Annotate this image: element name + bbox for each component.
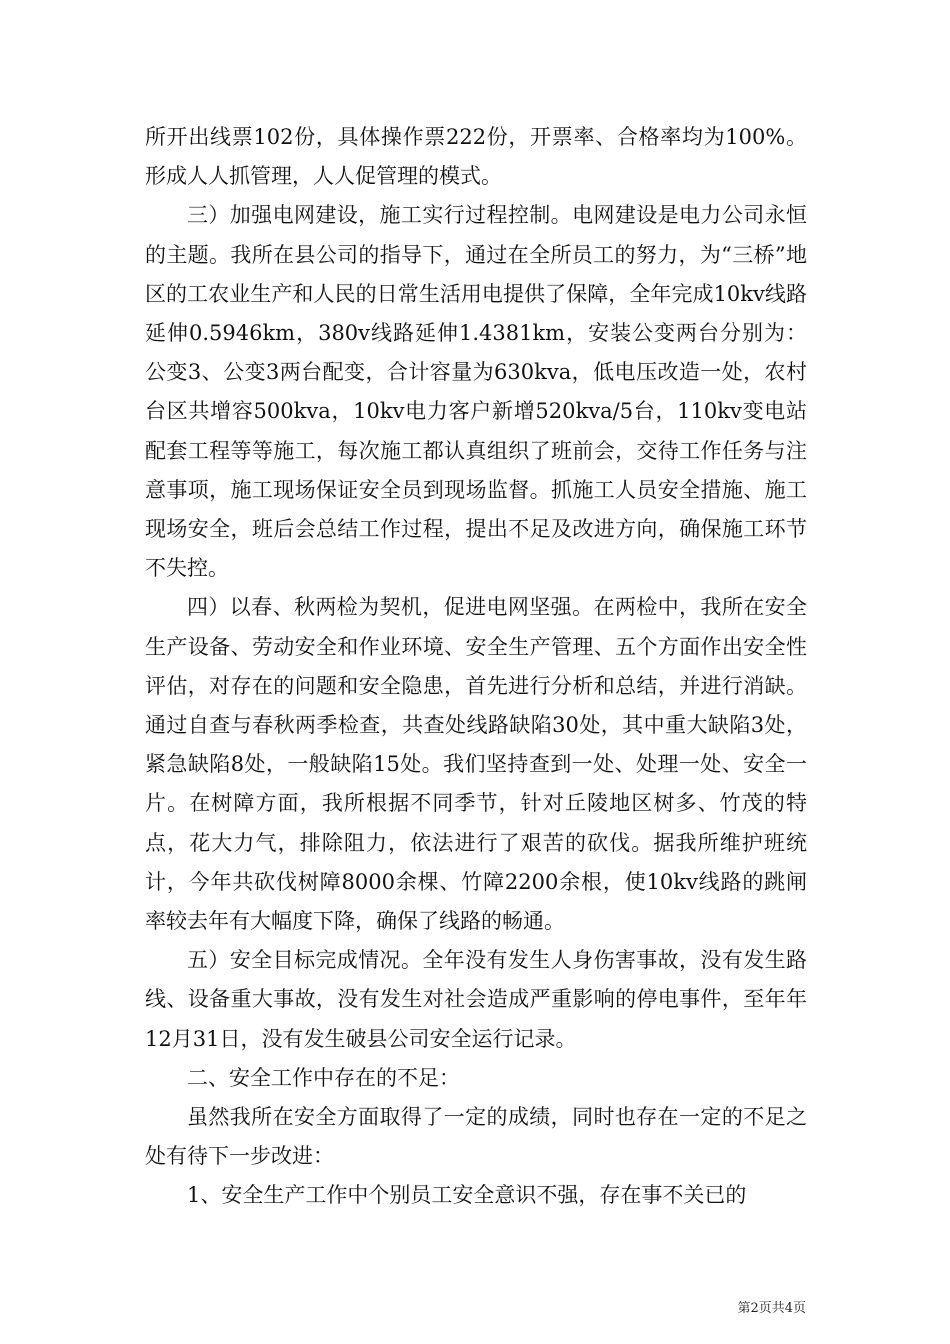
- paragraph-seasonal-inspection: 四）以春、秋两检为契机，促进电网坚强。在两检中，我所在安全生产设备、劳动安全和作业环境、安全生产管理、五个方面作出安全性评估，对存在的问题和安全隐患，首先进行分析和总结，并进行消缺。通过自查与春秋两季检查，共查处线路缺陷30处，其中重大缺陷3处，紧急缺陷8处，一般缺陷15处。我们坚持查到一处、处理一处、安全一片。在树障方面，我所根据不同季节，针对丘陵地区树多、竹茂的特点，花大力气，排除阻力，依法进行了艰苦的砍伐。据我所维护班统计，今年共砍伐树障8000余棵、竹障2200余根，使10kv线路的跳闸率较去年有大幅度下降，确保了线路的畅通。: [145, 595, 807, 934]
- paragraph-shortcomings-intro: 虽然我所在安全方面取得了一定的成绩，同时也存在一定的不足之处有待下一步改进：: [145, 1105, 807, 1169]
- list-item-1: 1、安全生产工作中个别员工安全意识不强，存在事不关已的: [187, 1183, 747, 1208]
- paragraph-continued: 所开出线票102份，具体操作票222份，开票率、合格率均为100%。形成人人抓管理，人人促管理的模式。: [145, 125, 807, 189]
- paragraph-safety-targets: 五）安全目标完成情况。全年没有发生人身伤害事故，没有发生路线、设备重大事故，没有发生对社会造成严重影响的停电事件，至年年12月31日，没有发生破县公司安全运行记录。: [145, 948, 807, 1051]
- document-body: [145, 118, 807, 1216]
- page-number-footer: 第2页共4页: [737, 1301, 806, 1316]
- paragraph-grid-construction: 三）加强电网建设，施工实行过程控制。电网建设是电力公司永恒的主题。我所在县公司的指导下，通过在全所员工的努力，为“三桥”地区的工农业生产和人民的日常生活用电提供了保障，全年完成10kv线路延伸0.5946km，380v线路延伸1.4381km，安装公变两台分别为：公变3、公变3两台配变，合计容量为630kva，低电压改造一处，农村台区共增容500kva，10kv电力客户新增520kva/5台，110kv变电站配套工程等等施工，每次施工都认真组织了班前会，交待工作任务与注意事项，施工现场保证安全员到现场监督。抓施工人员安全措施、施工现场安全，班后会总结工作过程，提出不足及改进方向，确保施工环节不失控。: [145, 203, 807, 581]
- section-heading-shortcomings: 二、安全工作中存在的不足：: [187, 1065, 460, 1090]
